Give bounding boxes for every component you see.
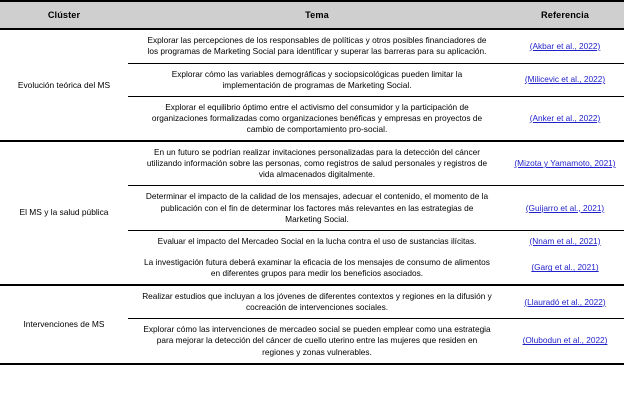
reference-link[interactable]: (Akbar et al., 2022) [529, 40, 601, 51]
referencia-cell [506, 186, 624, 230]
column-header-tema: Tema [128, 1, 506, 29]
column-header-cluster: Clúster [0, 1, 128, 29]
table-row [0, 141, 624, 186]
reference-link[interactable]: (Garg et al., 2021) [531, 262, 599, 273]
tema-cell [128, 252, 506, 285]
table-row [0, 29, 624, 63]
tema-cell [128, 319, 506, 364]
tema-text: Explorar el equilibrio óptimo entre el activismo del consumidor y la participación de organizaciones formalizadas como organizaciones benéficas y empresas en proyectos de cambio de comportamiento pro-social. [151, 101, 483, 134]
tema-text: Explorar las percepciones de los responsables de políticas y otros posibles financiadores de los programas de Marketing Social para identificar y superar las barreras para su aplicación. [147, 35, 487, 57]
tema-text: En un futuro se podrían realizar invitaciones personalizadas para la detección del cáncer utilizando información sobre las personas, como registros de salud personales y registros de vida almacenados digitalmente. [146, 147, 488, 180]
tema-text: Realizar estudios que incluyan a los jóvenes de diferentes contextos y regiones en la difusión y cocreación de intervenciones sociales. [142, 291, 492, 313]
table-header [0, 1, 624, 29]
tema-cell [128, 141, 506, 186]
tema-text: Explorar cómo las intervenciones de mercadeo social se pueden emplear como una estrategia para mejorar la detección del cáncer de cuello uterino entre las mujeres que residen en regiones y zonas vulnerables. [143, 324, 491, 357]
header-row [0, 1, 624, 29]
referencia-cell [506, 319, 624, 364]
referencia-cell [506, 141, 624, 186]
reference-link[interactable]: (Milicevic et al., 2022) [524, 74, 606, 85]
tema-cell [128, 63, 506, 96]
tema-text: Explorar cómo las variables demográficas y sociopsicológicas pueden limitar la implementación de programas de Marketing Social. [171, 68, 463, 90]
cluster-label: Evolución teórica del MS [0, 29, 128, 141]
tema-text: Evaluar el impacto del Mercadeo Social en la lucha contra el uso de sustancias ilícitas. [157, 235, 477, 246]
referencia-cell [506, 230, 624, 252]
referencia-cell [506, 29, 624, 63]
tema-text: La investigación futura deberá examinar la eficacia de los mensajes de consumo de alimentos en diferentes grupos para medir los beneficios asociados. [144, 256, 490, 278]
referencia-cell [506, 96, 624, 141]
tema-cell [128, 230, 506, 252]
tema-cell [128, 285, 506, 319]
reference-link[interactable]: (Nnam et al., 2021) [529, 235, 601, 246]
reference-link[interactable]: (Llauradó et al., 2022) [524, 296, 606, 307]
reference-link[interactable]: (Guijarro et al., 2021) [525, 202, 605, 213]
reference-link[interactable]: (Mizota y Yamamoto, 2021) [514, 158, 616, 169]
cluster-label: El MS y la salud pública [0, 141, 128, 285]
cluster-label: Intervenciones de MS [0, 285, 128, 364]
reference-link[interactable]: (Olubodun et al., 2022) [522, 335, 608, 346]
tema-cell [128, 186, 506, 230]
tema-cell [128, 29, 506, 63]
tema-text: Determinar el impacto de la calidad de los mensajes, adecuar el contenido, el momento de la publicación con el fin de determinar los factores más relevantes en las estrategias de Marketing Social. [145, 191, 489, 224]
reference-link[interactable]: (Anker et al., 2022) [529, 112, 601, 123]
referencia-cell [506, 285, 624, 319]
table-row [0, 285, 624, 319]
referencia-cell [506, 63, 624, 96]
column-header-referencia: Referencia [506, 1, 624, 29]
referencia-cell [506, 252, 624, 285]
tema-cell [128, 96, 506, 141]
table-body [0, 29, 624, 363]
